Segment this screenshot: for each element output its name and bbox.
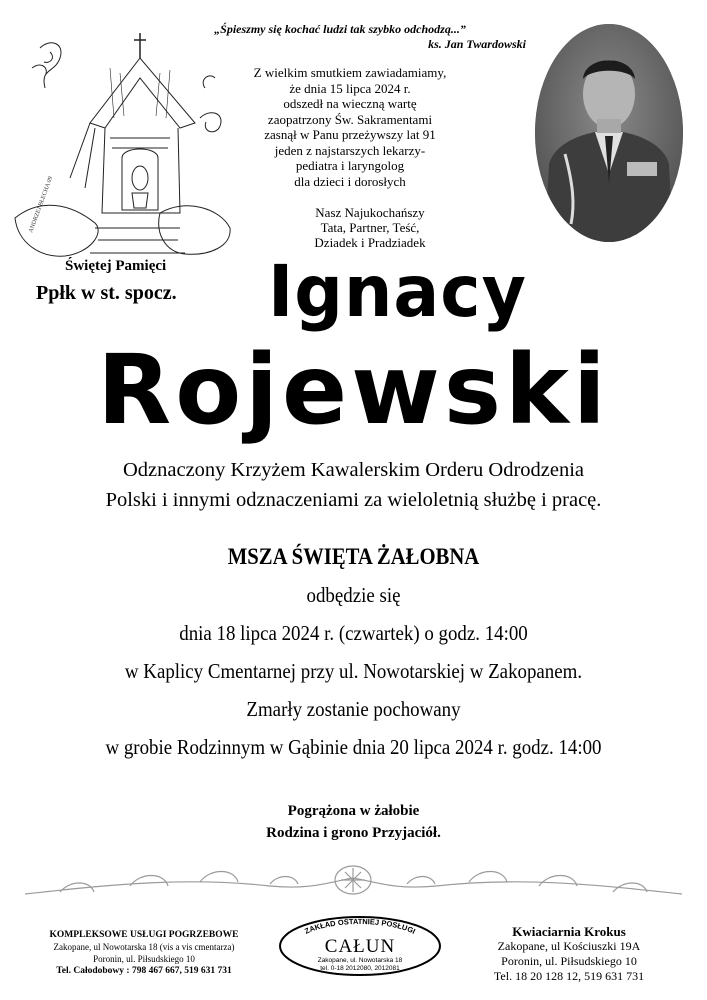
funeral-service-info (14, 929, 274, 977)
announcement-line: zaopatrzony Św. Sakramentami (267, 111, 433, 127)
mass-line: dnia 18 lipca 2024 r. (czwartek) o godz. 14:00 (179, 621, 528, 645)
quote-text: „Śpieszmy się kochać ludzi tak szybko odchodzą...” (214, 22, 466, 36)
florist-address: Zakopane, ul Kościuszki 19A (497, 939, 641, 953)
quote-author: ks. Jan Twardowski (428, 37, 526, 51)
announcement-line: jeden z najstarszych lekarzy- (274, 142, 426, 158)
military-rank: Ppłk w st. spocz. (36, 282, 177, 304)
mass-details (0, 538, 707, 766)
logo-address: Zakopane, ul. Nowotarska 18 (317, 957, 403, 964)
florist-phone: Tel. 18 20 128 12, 519 631 731 (493, 969, 645, 983)
deceased-last-name: Rojewski (97, 334, 610, 446)
mourners-line: Rodzina i grono Przyjaciół. (266, 825, 441, 841)
announcement-line: Z wielkim smutkiem zawiadamiamy, (253, 65, 447, 80)
mass-line: w Kaplicy Cmentarnej przy ul. Nowotarskiej w Zakopanem. (124, 659, 583, 683)
announcement-line: dla dzieci i dorosłych (294, 173, 406, 189)
logo-arc-text: ZAKŁAD OSTATNIEJ POSŁUGI (303, 916, 417, 936)
ornament-divider (20, 856, 687, 906)
sketch-signature: ANDRZEJ BŁECHA 09 (28, 175, 55, 234)
calun-logo (276, 914, 444, 978)
family-line: Nasz Najukochańszy (315, 205, 425, 220)
florist-address: Poronin, ul. Piłsudskiego 10 (501, 954, 637, 968)
memory-label: Świętej Pamięci (65, 258, 167, 274)
family-relations (250, 205, 490, 250)
logo-phone: tel. 0-18 2012080, 2012081 (320, 965, 400, 972)
mass-line: Zmarły zostanie pochowany (246, 697, 461, 721)
honors-line: Odznaczony Krzyżem Kawalerskim Orderu Odrodzenia (122, 459, 585, 481)
announcement-line: pediatra i laryngolog (295, 158, 405, 173)
honors-line: Polski i innymi odznaczeniami za wieloletnią służbę i pracę. (105, 489, 602, 511)
announcement-line: że dnia 15 lipca 2024 r. (289, 80, 411, 96)
announcement (200, 65, 500, 189)
mass-heading: MSZA ŚWIĘTA ŻAŁOBNA (227, 544, 480, 569)
family-line: Dziadek i Pradziadek (314, 235, 426, 250)
honors-text (0, 455, 707, 515)
funeral-service-address: Poronin, ul. Piłsudskiego 10 (93, 954, 195, 964)
announcement-line: odszedł na wieczną wartę (283, 96, 417, 111)
mass-line: odbędzie się (306, 583, 401, 607)
florist-info (444, 924, 694, 984)
funeral-service-phone: Tel. Całodobowy : 798 467 667, 519 631 731 (56, 966, 232, 976)
deceased-first-name: Ignacy (268, 250, 527, 334)
logo-name: CAŁUN (324, 936, 396, 957)
family-line: Tata, Partner, Teść, (320, 220, 420, 235)
mass-line: w grobie Rodzinnym w Gąbinie dnia 20 lipca 2024 r. godz. 14:00 (105, 735, 602, 759)
mourners-line: Pogrążona w żałobie (287, 803, 420, 819)
quote (150, 22, 530, 52)
mourners (0, 800, 707, 844)
funeral-service-title: KOMPLEKSOWE USŁUGI POGRZEBOWE (49, 930, 239, 940)
florist-title: Kwiaciarnia Krokus (512, 924, 626, 939)
portrait-photo (535, 24, 683, 242)
funeral-service-address: Zakopane, ul Nowotarska 18 (vis a vis cmentarza) (53, 942, 235, 952)
announcement-line: zasnął w Panu przeżywszy lat 91 (264, 127, 436, 142)
